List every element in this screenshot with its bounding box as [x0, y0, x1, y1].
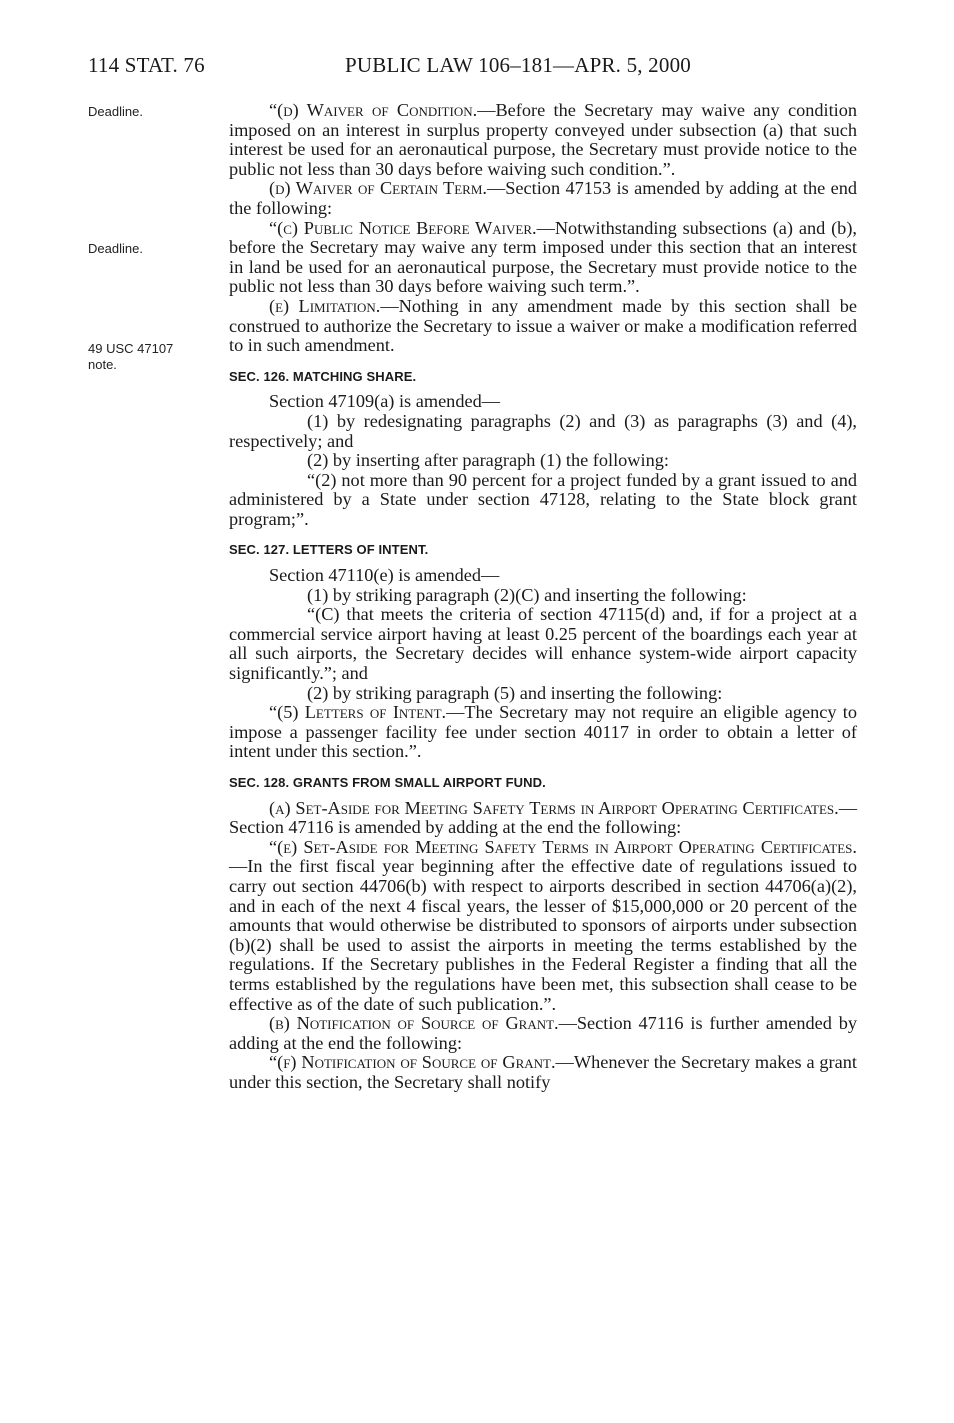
paragraph-text: —In the first fiscal year beginning after the effective date of regulations issued to carry out section 44706(b) with respect to airports described in section 44706(a)(2), and in each of the next 4 fiscal years, the lesser of $15,000,000 or 20 percent of the amounts that would otherwise be distributed to sponsors of airports under subsection (b)(2) shall be used to assist the airports in meeting the terms established by the regulations. If the Secretary publishes in the Federal Register a finding that all the terms established by the regulations have been met, this subsection shall cease to be effective as of the date of such publication.”. — [229, 856, 857, 1014]
paragraph: “(C) that meets the criteria of section 47115(d) and, if for a project at a commercial service airport having at least 0.25 percent of the boardings each year at all such airports, the Secretary decides will enhance system-wide airport capacity significantly.”; and — [229, 604, 857, 684]
page-header — [88, 53, 848, 83]
paragraph-heading: (d) Waiver of Certain Term. — [269, 178, 487, 199]
paragraph-text: —Whenever the Secretary makes a grant under this section, the Secretary shall notify — [229, 1052, 857, 1092]
paragraph-heading: “(e) Set-Aside for Meeting Safety Terms in Airport Operating Certificates. — [269, 836, 857, 857]
section-heading: SEC. 128. GRANTS FROM SMALL AIRPORT FUND. — [229, 775, 546, 790]
paragraph — [229, 1053, 857, 1092]
document-body — [229, 101, 857, 1093]
page-reference: 114 STAT. 76 — [88, 53, 205, 77]
margin-note-usc — [88, 341, 173, 373]
paragraph — [229, 219, 857, 297]
paragraph — [229, 838, 857, 1014]
paragraph-heading: “(c) Public Notice Before Waiver. — [269, 217, 537, 238]
paragraph: Section 47109(a) is amended— — [269, 391, 500, 412]
paragraph-text: —Section 47116 is further amended by adding at the end the following: — [229, 1013, 857, 1053]
paragraph: (2) by inserting after paragraph (1) the following: — [307, 450, 669, 471]
paragraph — [229, 703, 857, 762]
section-heading: SEC. 127. LETTERS OF INTENT. — [229, 542, 429, 558]
margin-note-deadline: Deadline. — [88, 241, 143, 256]
paragraph — [229, 179, 857, 218]
paragraph-text: —Before the Secretary may waive any condition imposed on an interest in surplus property conveyed under subsection (a) that such interest be used for an aeronautical purpose, the Secretary must provide notice to the public not less than 30 days before waiving such condition.”. — [229, 100, 858, 179]
paragraph-text: —The Secretary may not require an eligible agency to impose a passenger facility fee under section 40117 in order to obtain a letter of intent under this section.”. — [229, 702, 857, 762]
paragraph-heading: (b) Notification of Source of Grant. — [269, 1013, 559, 1034]
paragraph-text: —Section 47153 is amended by adding at the end the following: — [229, 178, 857, 218]
paragraph: “(2) not more than 90 percent for a project funded by a grant issued to and administered by a State under section 47128, relating to the State block grant program;”. — [229, 469, 857, 529]
paragraph-heading: “(d) Waiver of Condition. — [269, 100, 478, 120]
paragraph-heading: “(f) Notification of Source of Grant. — [269, 1052, 556, 1073]
section-heading: SEC. 126. MATCHING SHARE. — [229, 368, 417, 384]
paragraph: (1) by striking paragraph (2)(C) and inserting the following: — [307, 584, 747, 605]
paragraph — [229, 799, 857, 838]
paragraph-text: —Notwithstanding subsections (a) and (b), before the Secretary may waive any term imposed under this section that an interest in land be used for an aeronautical purpose, the Secretary must provide notice to the public not less than 30 days before waiving such term.”. — [229, 217, 857, 297]
paragraph-heading: (e) Limitation. — [269, 295, 381, 316]
margin-note-usc-line: 49 USC 47107 — [88, 341, 174, 356]
paragraph-heading: (a) Set-Aside for Meeting Safety Terms in Airport Operating Certificates. — [269, 797, 839, 818]
paragraph-text: —Section 47116 is amended by adding at the end the following: — [229, 797, 857, 838]
paragraph: Section 47110(e) is amended— — [269, 565, 500, 586]
paragraph-text: —Nothing in any amendment made by this section shall be construed to authorize the Secretary to issue a waiver or make a modification referred to in such amendment. — [229, 295, 857, 356]
paragraph-heading: “(5) Letters of Intent. — [269, 702, 447, 723]
margin-note-usc-line: note. — [88, 357, 117, 372]
law-reference: PUBLIC LAW 106–181—APR. 5, 2000 — [345, 53, 691, 77]
paragraph — [229, 101, 857, 179]
paragraph: (1) by redesignating paragraphs (2) and (3) as paragraphs (3) and (4), respectively; and — [229, 410, 857, 451]
paragraph — [229, 1014, 857, 1053]
paragraph: (2) by striking paragraph (5) and inserting the following: — [307, 682, 723, 703]
margin-note-deadline: Deadline. — [88, 104, 143, 119]
paragraph — [229, 297, 857, 356]
